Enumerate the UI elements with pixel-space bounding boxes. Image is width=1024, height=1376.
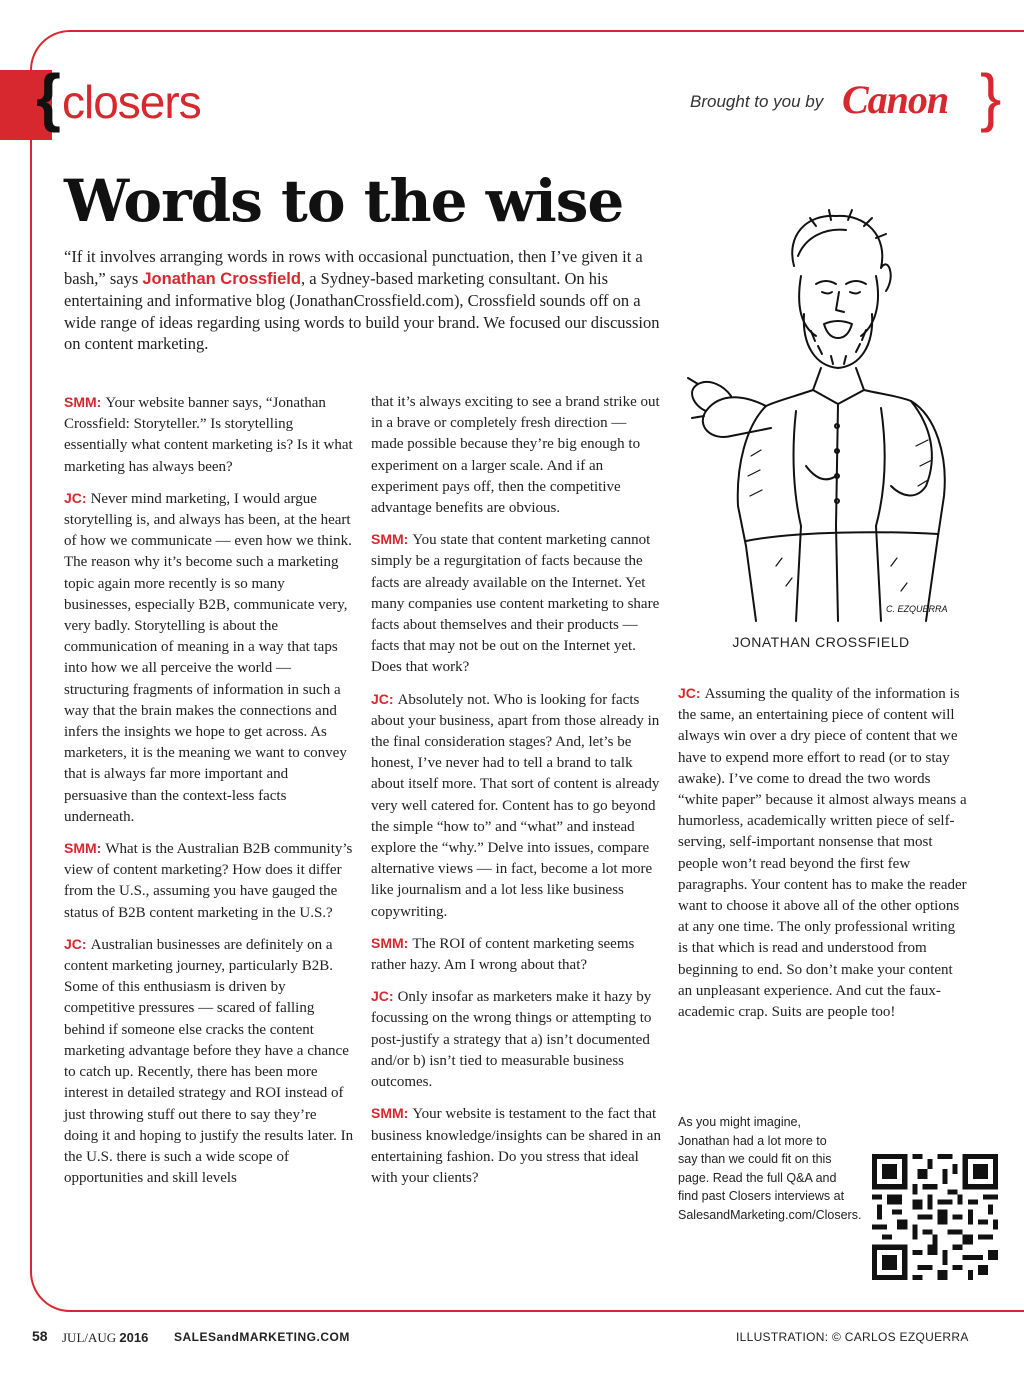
qa-answer-2 xyxy=(64,934,354,1189)
qa-answer-3 xyxy=(371,689,661,923)
intro-paragraph xyxy=(64,246,664,355)
speaker-smm: SMM: xyxy=(371,531,409,548)
qa-answer-1 xyxy=(64,488,354,828)
issue-month: JUL/AUG xyxy=(62,1330,117,1345)
answer-text: Only insofar as marketers make it hazy by focussing on the wrong things or attempting to post-justify a strategy that a) isn’t documented and/or b) isn’t tied to measurable business outcomes. xyxy=(371,989,652,1091)
intro-text-1: “If it involves arranging words in rows with occasional punctuation, then I’ve given it a bash,” says xyxy=(64,247,643,288)
page-number: 58 xyxy=(32,1328,48,1344)
answer-text: Assuming the quality of the information is the same, an entertaining piece of content will always win over a dry piece of content that we have to expend more effort to read (or to stay awake). I’ve come to dread the two words “white paper” because it almost always means a humorless, academically written piece of self-serving, self-important nonsense that most people won’t read beyond the first few paragraphs. Your content has to make the reader want to choose it above all of the other options at any one time. The only professional writing is that which is read and understood from beginning to end. So don’t make your content an unpleasant experience. And cut the faux-academic crap. Suits are people too! xyxy=(678,686,967,1021)
intro-name: Jonathan Crossfield xyxy=(142,269,301,288)
article-column-1 xyxy=(64,392,354,1199)
article-column-3 xyxy=(678,683,968,1033)
section-label: closers xyxy=(62,76,201,128)
qa-question-3 xyxy=(371,529,661,678)
question-text: What is the Australian B2B community’s view of content marketing? How does it differ from the U.S., assuming you have gauged the status of B2B content marketing in the U.S.? xyxy=(64,841,353,921)
magazine-name: SALESandMARKETING.COM xyxy=(174,1330,350,1344)
section-brace: { xyxy=(36,61,61,133)
page-title: Words to the wise xyxy=(64,167,624,235)
issue-date xyxy=(62,1330,148,1346)
speaker-smm: SMM: xyxy=(371,934,409,951)
answer-text: Never mind marketing, I would argue storytelling is, and always has been, at the heart of how we communicate — even how we think. The reason why it’s become such a marketing topic again more recently is so many businesses, especially B2B, communicate very, very badly. Storytelling is about the communication of meaning in a way that taps into how we all perceive the world — structuring fragments of information in such a way that the brain makes the connections and infers the insights we hope to get across. As marketers, it is the meaning we want to convey that is always far more important and persuasive than the context-less facts underneath. xyxy=(64,490,352,825)
qa-question-1 xyxy=(64,392,354,478)
speaker-jc: JC: xyxy=(678,685,701,701)
answer-text: Absolutely not. Who is looking for facts about your business, apart from those already in the final consideration stages? And, let’s be honest, I’ve never had to tell a brand to talk about itself more. That sort of content is already very well catered for. Content has to go beyond the simple “how to” and “what” and instead explore the “why.” Delve into issues, compare alternative views — in fact, become a lot more like journalism and a lot less like business copywriting. xyxy=(371,691,660,920)
question-text: You state that content marketing cannot simply be a regurgitation of facts because the facts are already available on the Internet. Yet many companies use content marketing to share facts about themselves and their products — facts that may not be out on the Internet yet. Does that work? xyxy=(371,532,660,676)
speaker-jc: JC: xyxy=(64,489,87,506)
question-text: Your website banner says, “Jonathan Crossfield: Storyteller.” Is storytelling essentially what content marketing is? Is it what marketing has always been? xyxy=(64,395,353,475)
logo-brace: } xyxy=(980,61,1002,133)
answer-text: Australian businesses are definitely on a content marketing journey, particularly B2B. Some of this enthusiasm is driven by competitive pressures — scared of falling behind if someone else cracks the content marketing advantage before they have a chance to catch up. Recently, there has been more interest in detailed strategy and ROI instead of just throwing stuff out there to say they’re doing it and hoping to justify the results later. In the U.S. there is such a wide scope of opportunities and skill levels xyxy=(64,936,354,1187)
speaker-smm: SMM: xyxy=(64,840,102,857)
speaker-jc: JC: xyxy=(64,935,87,952)
question-text: Your website is testament to the fact that business knowledge/insights can be shared in an entertaining fashion. Do you stress that ideal with your clients? xyxy=(371,1106,661,1186)
promo-text: As you might imagine, Jonathan had a lot more to say than we could fit on this page. Read the full Q&A and find past Closers interviews at SalesandMarketing.com/Closers. xyxy=(678,1115,862,1222)
qa-answer-2-cont: that it’s always exciting to see a brand strike out in a brave or completely fresh direction — made possible because they’re big enough to experiment on a larger scale. And if an experiment pays off, then the competitive advantage benefits are obvious. xyxy=(371,394,660,517)
speaker-smm: SMM: xyxy=(371,1105,409,1122)
illustration-signature: C. EZQUERRA xyxy=(886,604,948,614)
article-column-2 xyxy=(371,392,661,1199)
speaker-smm: SMM: xyxy=(64,394,102,410)
qr-code-icon xyxy=(872,1154,998,1280)
qa-question-2 xyxy=(64,838,354,924)
issue-year: 2016 xyxy=(119,1330,149,1345)
question-text: The ROI of content marketing seems rather hazy. Am I wrong about that? xyxy=(371,935,635,974)
qa-question-4 xyxy=(371,933,661,976)
portrait-illustration xyxy=(676,196,976,626)
qa-question-5 xyxy=(371,1103,661,1189)
canon-logo: Canon xyxy=(842,77,949,122)
intro-text-2: , a Sydney-based marketing consultant. On his entertaining and informative blog (JonathanCrossfield.com), Crossfield sounds off on a wide range of ideas regarding using words to build your brand. We focused our discussion on content marketing. xyxy=(64,268,660,353)
brought-by-text: Brought to you by xyxy=(690,92,824,111)
qa-answer-4 xyxy=(371,986,661,1093)
speaker-jc: JC: xyxy=(371,690,394,707)
illustration-credit: ILLUSTRATION: © CARLOS EZQUERRA xyxy=(736,1330,969,1344)
speaker-jc: JC: xyxy=(371,988,394,1005)
qa-answer-5 xyxy=(678,683,968,1023)
illustration-caption: JONATHAN CROSSFIELD xyxy=(732,634,910,650)
